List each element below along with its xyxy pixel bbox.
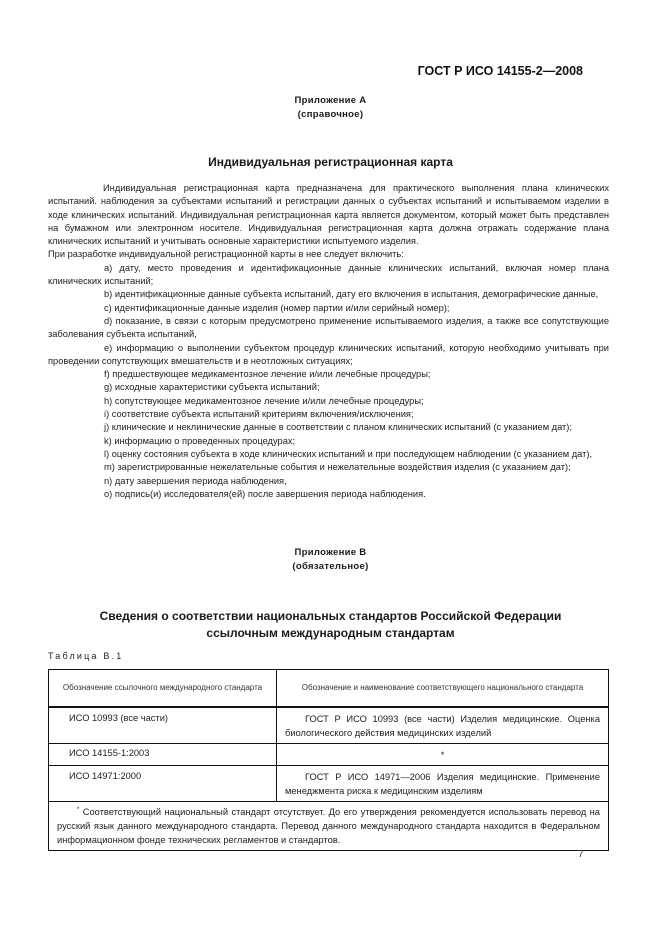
list-item-b: b) идентификационные данные субъекта испытаний, дату его включения в испытания, демографические данные, <box>104 289 599 300</box>
column-header-national: Обозначение и наименование соответствующего национального стандарта <box>277 670 609 708</box>
cell-national <box>277 707 609 744</box>
column-header-international: Обозначение ссылочного международного стандарта <box>49 670 277 708</box>
annex-b-heading-line1: Сведения о соответствии национальных стандартов Российской Федерации <box>99 609 562 623</box>
annex-a-intro: Индивидуальная регистрационная карта предназначена для практического выполнения плана клинических испытаний. наблюдения за субъектами испытаний и регистрации данных о субъектах испытаний и испытываемом изделии в ходе клинических испытаний. Индивидуальная регистрационная карта является документом, который может быть представлен на бумажном или электронном носителе. Индивидуальная регистрационная карта должна отражать содержание плана клинических испытаний и учитывать основные характеристики испытуемого изделия. <box>48 183 609 247</box>
list-item-i: i) соответствие субъекта испытаний критериям включения/исключения; <box>104 409 414 420</box>
list-item-a: a) дату, место проведения и идентификационные данные клинических испытаний, включая номер плана клинических испытаний; <box>48 262 609 287</box>
list-item-f: f) предшествующее медикаментозное лечение и/или лечебные процедуры; <box>104 369 431 380</box>
standards-correspondence-table <box>48 669 609 851</box>
cell-national: * <box>277 744 609 766</box>
document-code-header: ГОСТ Р ИСО 14155-2—2008 <box>417 64 583 78</box>
table-footnote-row <box>49 802 609 851</box>
annex-a-heading: Индивидуальная регистрационная карта <box>208 155 453 169</box>
cell-international: ИСО 10993 (все части) <box>49 707 277 744</box>
annex-a-body <box>48 182 609 501</box>
list-item-k: k) информацию о проведенных процедурах; <box>104 435 296 446</box>
annex-a-list-intro: При разработке индивидуальной регистрационной карты в нее следует включить: <box>48 249 404 260</box>
list-item-d: d) показание, в связи с которым предусмотрено применение испытываемого изделия, а также все сопутствующие заболевания субъекта испытаний, <box>48 315 609 340</box>
table-footnote <box>49 802 609 851</box>
annex-b-status: (обязательное) <box>292 561 369 572</box>
list-item-l: l) оценку состояния субъекта в ходе клинических испытаний и при последующем наблюдении (с указанием дат), <box>104 448 593 459</box>
cell-international: ИСО 14971:2000 <box>49 766 277 802</box>
list-item-n: n) дату завершения периода наблюдения, <box>104 475 287 486</box>
list-item-c: c) идентификационные данные изделия (номер партии и/или серийный номер); <box>104 302 450 313</box>
annex-b-heading-line2: ссылочным международным стандартам <box>206 626 455 640</box>
annex-b-title: Приложение В <box>294 547 367 558</box>
list-item-g: g) исходные характеристики субъекта испытаний; <box>104 382 320 393</box>
annex-a-title: Приложение А <box>294 95 367 106</box>
list-item-o: o) подпись(и) исследователя(ей) после завершения периода наблюдения. <box>104 488 426 499</box>
page-number: 7 <box>578 849 584 860</box>
cell-national <box>277 766 609 802</box>
cell-international: ИСО 14155-1:2003 <box>49 744 277 766</box>
list-item-h: h) сопутствующее медикаментозное лечение и/или лечебные процедуры; <box>104 395 424 406</box>
footnote-mark: * <box>77 807 80 813</box>
list-item-j: j) клинические и неклинические данные в соответствии с планом клинических испытаний (с указанием дат); <box>104 422 572 433</box>
table-header-row <box>49 670 609 708</box>
footnote-text: Соответствующий национальный стандарт отсутствует. До его утверждения рекомендуется использовать перевод на русский язык данного международного стандарта. Перевод данного международного стандарта находится в Федеральном информационном фонде технических регламентов и стандартов. <box>57 807 600 845</box>
table-row <box>49 766 609 802</box>
annex-a-status: (справочное) <box>297 109 364 120</box>
table-row <box>49 707 609 744</box>
table-caption: Таблица В.1 <box>48 651 124 661</box>
list-item-e: e) информацию о выполнении субъектом процедур клинических испытаний, которую необходимо учитывать при проведении сопутствующих вмешательств и в неотложных ситуациях; <box>48 342 609 366</box>
cell-national-text: ГОСТ Р ИСО 14971—2006 Изделия медицинские. Применение менеджмента риска к медицинским изделиям <box>285 772 600 796</box>
cell-national-text: ГОСТ Р ИСО 10993 (все части) Изделия медицинские. Оценка биологического действия медицинских изделий <box>285 714 600 738</box>
list-item-m: m) зарегистрированные нежелательные события и нежелательные воздействия изделия (с указанием дат); <box>104 462 571 473</box>
table-row <box>49 744 609 766</box>
